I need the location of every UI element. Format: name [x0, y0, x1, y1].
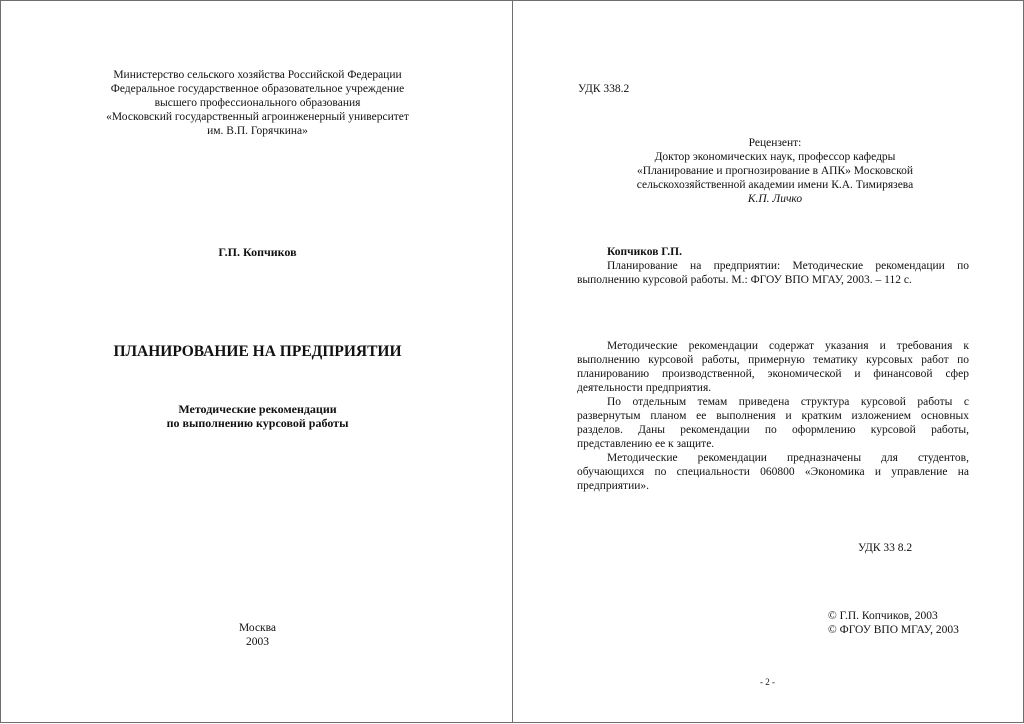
ministry-line: высшего профессионального образования: [154, 97, 361, 109]
reviewer-block: [575, 136, 975, 206]
page-number: - 2 -: [760, 677, 775, 687]
abstract-line: Методические рекомендации содержат указания и требования к: [607, 340, 969, 352]
biblio-line: Планирование на предприятии: Методические рекомендации по: [607, 260, 969, 272]
abstract-line: разделов. Даны рекомендации по оформлению курсовой работы,: [577, 424, 969, 436]
abstract-line: обучающихся по специальности 060800 «Экономика и управление на: [577, 466, 969, 478]
abstract: [577, 339, 969, 493]
abstract-line: представлению ее к защите.: [577, 438, 715, 450]
reviewer-name: К.П. Личко: [747, 193, 803, 205]
abstract-line: предприятии».: [577, 480, 650, 492]
reviewer-line: Доктор экономических наук, профессор кафедры: [654, 151, 896, 163]
abstract-line: развернутым планом ее выполнения и кратким изложением основных: [577, 410, 969, 422]
document-subtitle: [0, 402, 515, 430]
ministry-line: Министерство сельского хозяйства Российской Федерации: [113, 69, 402, 81]
ministry-line: Федеральное государственное образовательное учреждение: [110, 83, 405, 95]
year: 2003: [246, 636, 269, 648]
bibliographic-record: [577, 245, 969, 287]
document-title: ПЛАНИРОВАНИЕ НА ПРЕДПРИЯТИИ: [113, 343, 402, 360]
copyright-block: [828, 609, 959, 637]
subtitle-line: Методические рекомендации: [178, 402, 337, 416]
abstract-line: Методические рекомендации предназначены для студентов,: [607, 452, 969, 464]
abstract-line: По отдельным темам приведена структура курсовой работы с: [607, 396, 969, 408]
biblio-author: Копчиков Г.П.: [607, 246, 682, 258]
author-name: Г.П. Копчиков: [218, 245, 297, 259]
copyright-line: © Г.П. Копчиков, 2003: [828, 610, 938, 622]
copyright-line: © ФГОУ ВПО МГАУ, 2003: [828, 624, 959, 636]
reviewer-label: Рецензент:: [748, 137, 802, 149]
reviewer-line: сельскохозяйственной академии имени К.А. Тимирязева: [636, 179, 914, 191]
ministry-line: им. В.П. Горячкина»: [207, 125, 308, 137]
ministry-line: «Московский государственный агроинженерный университет: [106, 111, 409, 123]
abstract-line: планированию производственной, экономической и финансовой сфер: [577, 368, 969, 380]
reviewer-line: «Планирование и прогнозирование в АПК» Московской: [637, 165, 913, 177]
city: Москва: [238, 622, 277, 634]
ministry-header: [0, 68, 515, 138]
publication-place-year: [0, 621, 515, 649]
biblio-line: выполнению курсовой работы. М.: ФГОУ ВПО МГАУ, 2003. – 112 с.: [577, 274, 912, 286]
subtitle-line: по выполнению курсовой работы: [166, 416, 349, 430]
abstract-line: выполнению курсовой работы, примерную тематику курсовых работ по: [577, 354, 969, 366]
udk-code-top: УДК 338.2: [578, 83, 630, 95]
udk-code-bottom: УДК 33 8.2: [858, 542, 913, 554]
abstract-line: деятельности предприятия.: [577, 382, 712, 394]
